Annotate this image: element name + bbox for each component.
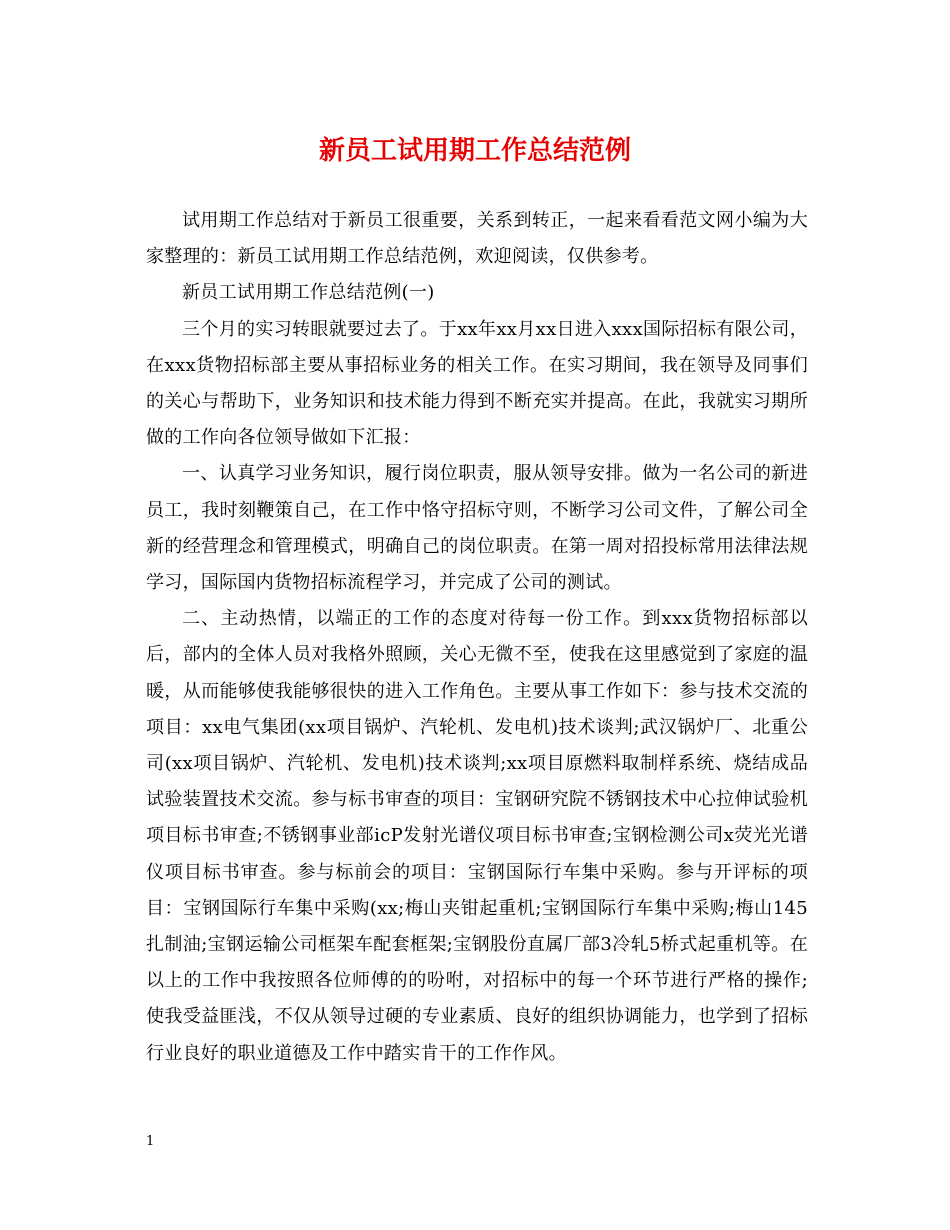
intro-paragraph: 试用期工作总结对于新员工很重要，关系到转正，一起来看看范文网小编为大家整理的：新员工试用期工作总结范例，欢迎阅读，仅供参考。 <box>146 210 808 268</box>
document-body <box>146 203 808 1072</box>
page-number: 1 <box>146 1134 155 1149</box>
body-paragraph: 二、主动热情，以端正的工作的态度对待每一份工作。到xxx货物招标部以后，部内的全体人员对我格外照顾，关心无微不至，使我在这里感觉到了家庭的温暖，从而能够使我能够很快的进入工作角色。主要从事工作如下：参与技术交流的项目：xx电气集团(xx项目锅炉、汽轮机、发电机)技术谈判;武汉锅炉厂、北重公司(xx项目锅炉、汽轮机、发电机)技术谈判;xx项目原燃料取制样系统、烧结成品试验装置技术交流。参与标书审查的项目：宝钢研究院不锈钢技术中心拉伸试验机项目标书审查;不锈钢事业部icP发射光谱仪项目标书审查;宝钢检测公司x荧光光谱仪项目标书审查。参与标前会的项目：宝钢国际行车集中采购。参与开评标的项目：宝钢国际行车集中采购(xx;梅山夹钳起重机;宝钢国际行车集中采购;梅山145扎制油;宝钢运输公司框架车配套框架;宝钢股份直属厂部3冷轧5桥式起重机等。在以上的工作中我按照各位师傅的的吩咐，对招标中的每一个环节进行严格的操作;使我受益匪浅，不仅从领导过硬的专业素质、良好的组织协调能力，也学到了招标行业良好的职业道德及工作中踏实肯干的工作作风。 <box>146 608 808 1064</box>
body-paragraph: 三个月的实习转眼就要过去了。于xx年xx月xx日进入xxx国际招标有限公司，在xxx货物招标部主要从事招标业务的相关工作。在实习期间，我在领导及同事们的关心与帮助下，业务知识和技术能力得到不断充实并提高。在此，我就实习期所做的工作向各位领导做如下汇报： <box>146 318 808 449</box>
body-paragraph: 一、认真学习业务知识，履行岗位职责，服从领导安排。做为一名公司的新进员工，我时刻鞭策自己，在工作中恪守招标守则，不断学习公司文件，了解公司全新的经营理念和管理模式，明确自己的岗位职责。在第一周对招投标常用法律法规学习，国际国内货物招标流程学习，并完成了公司的测试。 <box>146 463 808 594</box>
section-heading: 新员工试用期工作总结范例(一) <box>182 282 435 304</box>
document-title: 新员工试用期工作总结范例 <box>318 136 631 166</box>
